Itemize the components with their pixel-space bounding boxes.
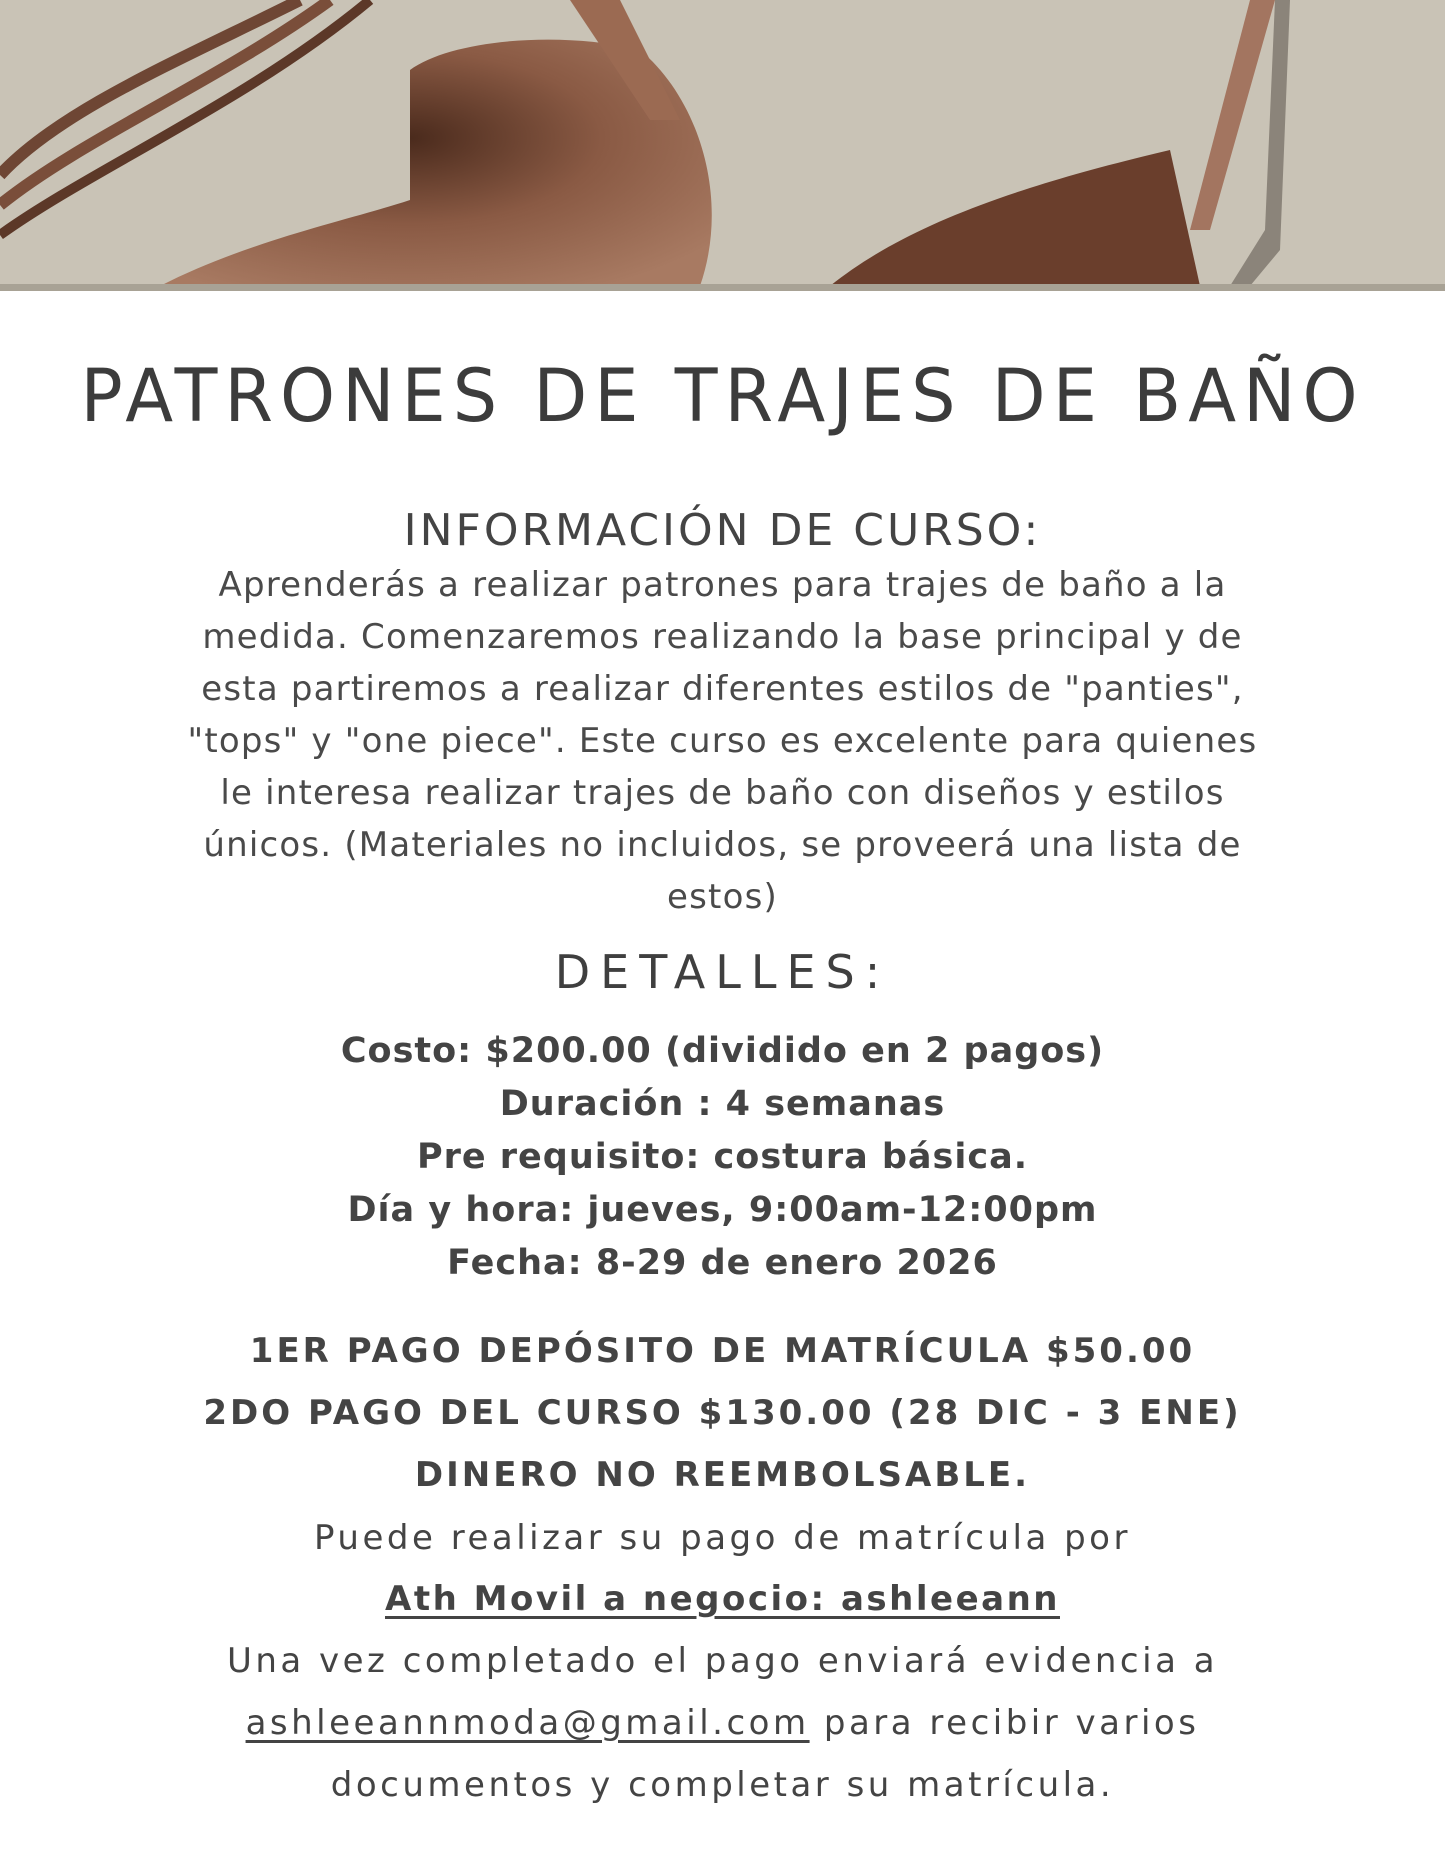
detail-date: Fecha: 8-29 de enero 2026 [447, 1243, 998, 1283]
swimsuit-photo [0, 0, 1445, 286]
closing-text: documentos y completar su matrícula. [330, 1765, 1115, 1805]
info-line: esta partiremos a realizar diferentes estilos de "panties", [201, 669, 1244, 709]
divider-band [0, 284, 1445, 291]
email-link[interactable]: ashleeannmoda@gmail.com [245, 1703, 810, 1743]
payment-second: 2DO PAGO DEL CURSO $130.00 (28 DIC - 3 ENE) [203, 1393, 1242, 1433]
info-line: medida. Comenzaremos realizando la base principal y de [202, 617, 1243, 657]
payment-intro: Puede realizar su pago de matrícula por [314, 1518, 1131, 1558]
info-line: estos) [667, 877, 778, 917]
non-refundable-note: DINERO NO REEMBOLSABLE. [414, 1455, 1031, 1495]
detail-duration: Duración : 4 semanas [499, 1084, 946, 1124]
ath-movil-link[interactable]: Ath Movil a negocio: ashleeann [385, 1579, 1060, 1619]
info-line: únicos. (Materiales no incluidos, se proveerá una lista de [203, 825, 1242, 865]
email-line [0, 1703, 1445, 1743]
evidence-text: Una vez completado el pago enviará evidencia a [226, 1641, 1219, 1681]
details-heading: DETALLES: [554, 945, 891, 999]
payment-first: 1ER PAGO DEPÓSITO DE MATRÍCULA $50.00 [249, 1331, 1196, 1371]
info-line: Aprenderás a realizar patrones para trajes de baño a la [218, 565, 1227, 605]
detail-cost: Costo: $200.00 (dividido en 2 pagos) [340, 1031, 1105, 1071]
info-heading: INFORMACIÓN DE CURSO: [403, 505, 1042, 556]
page-title: PATRONES DE TRAJES DE BAÑO [80, 352, 1365, 440]
detail-prerequisite: Pre requisito: costura básica. [416, 1137, 1029, 1177]
info-line: le interesa realizar trajes de baño con diseños y estilos [220, 773, 1225, 813]
email-suffix: para recibir varios [809, 1703, 1200, 1743]
info-line: "tops" y "one piece". Este curso es excelente para quienes [187, 721, 1258, 761]
detail-schedule: Día y hora: jueves, 9:00am-12:00pm [347, 1190, 1098, 1230]
